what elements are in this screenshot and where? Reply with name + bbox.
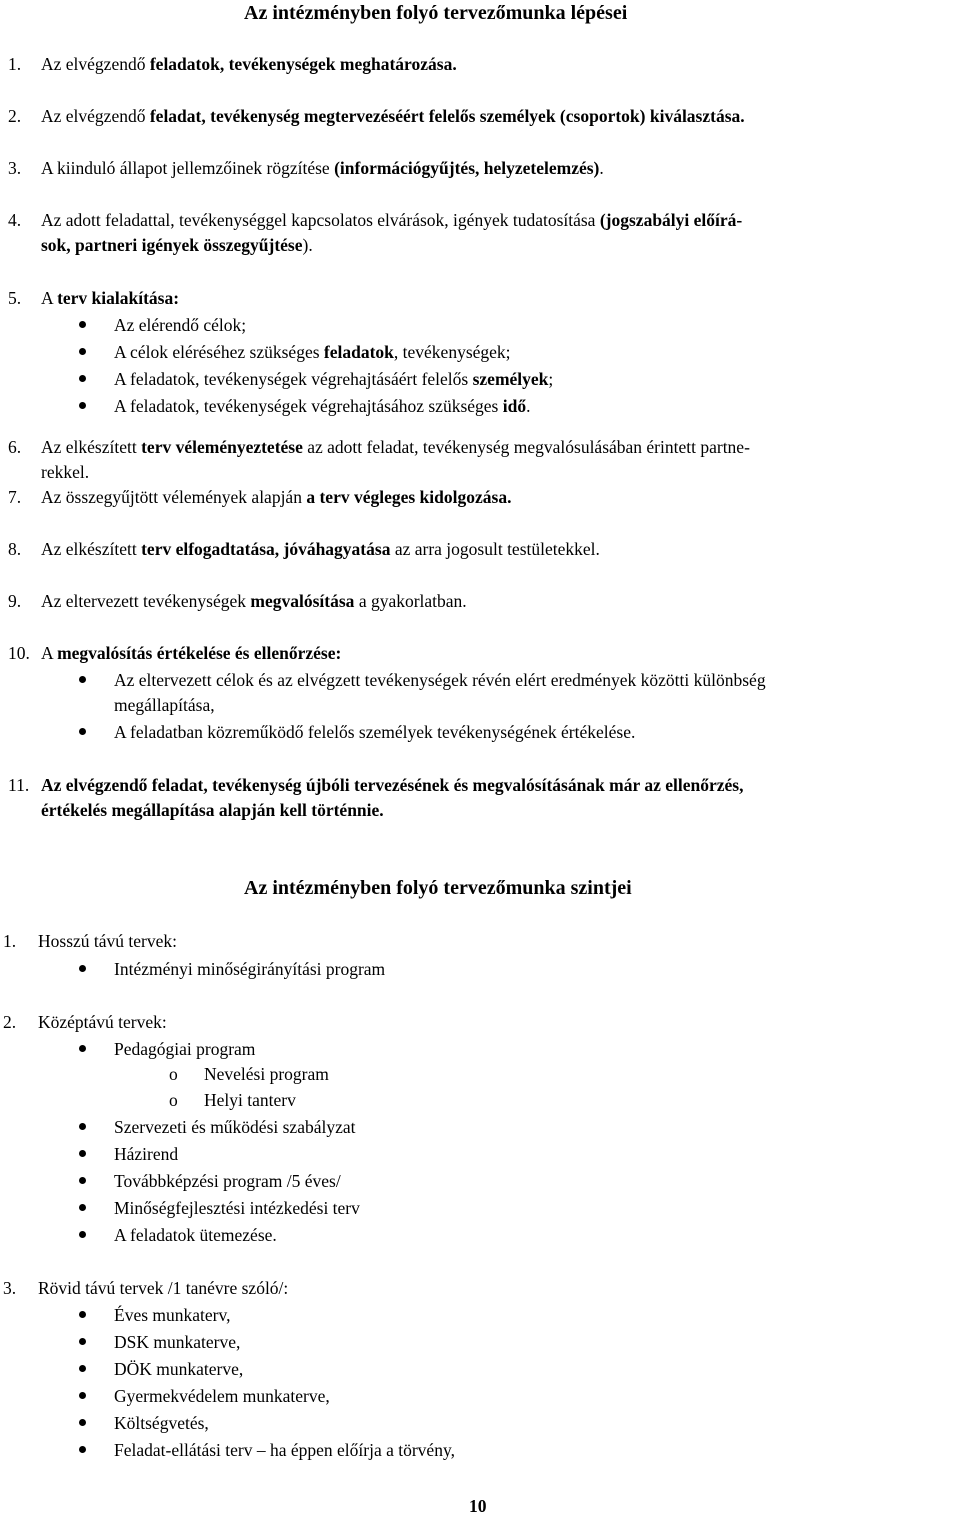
list-item: A feladatok, tevékenységek végrehajtásáért felelős személyek;: [114, 369, 554, 389]
step-number: 2.: [8, 106, 22, 126]
step-number: 1.: [8, 54, 22, 74]
bullet-dot: [79, 1045, 86, 1052]
page-number: 10: [469, 1496, 487, 1516]
list-item: Pedagógiai program: [114, 1039, 256, 1059]
list-item: Intézményi minőségirányítási program: [114, 959, 386, 979]
list-item: Gyermekvédelem munkaterve,: [114, 1386, 330, 1406]
bullet-dot: [79, 965, 86, 972]
list-item: Az elérendő célok;: [114, 315, 247, 335]
step-text-line1: Az elvégzendő feladat, tevékenység újbóli tervezésének és megvalósításának már az ellenőrzés,: [41, 775, 744, 795]
step-number: 8.: [8, 539, 22, 559]
bullet-dot: [79, 348, 86, 355]
bullet-dot: [79, 375, 86, 382]
list-item: Feladat-ellátási terv – ha éppen előírja a törvény,: [114, 1440, 455, 1460]
bullet-dot: [79, 1338, 86, 1345]
group-title: Rövid távú tervek /1 tanévre szóló/:: [38, 1278, 289, 1298]
step-text-line1: Az elkészített terv véleményeztetése az adott feladat, tevékenység megvalósulásában érintett partne-: [41, 437, 750, 457]
step-text: Az elvégzendő feladatok, tevékenységek meghatározása.: [41, 54, 457, 74]
bullet-dot: [79, 402, 86, 409]
step-number: 6.: [8, 437, 22, 457]
step-number: 5.: [8, 288, 22, 308]
bullet-dot: [79, 1446, 86, 1453]
sub-list-item: Helyi tanterv: [204, 1090, 296, 1110]
list-item: DSK munkaterve,: [114, 1332, 241, 1352]
step-number: 3.: [8, 158, 22, 178]
step-text: A terv kialakítása:: [41, 288, 180, 308]
bullet-dot: [79, 1419, 86, 1426]
step-number: 11.: [8, 775, 30, 795]
list-item-line2: megállapítása,: [114, 695, 215, 715]
bullet-dot: [79, 1123, 86, 1130]
group-title: Középtávú tervek:: [38, 1012, 167, 1032]
list-item: Éves munkaterv,: [114, 1305, 231, 1325]
bullet-dot: [79, 1177, 86, 1184]
list-item: A feladatok ütemezése.: [114, 1225, 277, 1245]
sub-bullet: o: [169, 1064, 178, 1084]
list-item: A célok eléréséhez szükséges feladatok, tevékenységek;: [114, 342, 511, 362]
step-number: 9.: [8, 591, 22, 611]
step-number: 7.: [8, 487, 22, 507]
list-item: Továbbképzési program /5 éves/: [114, 1171, 341, 1191]
list-item: Minőségfejlesztési intézkedési terv: [114, 1198, 360, 1218]
list-item: A feladatok, tevékenységek végrehajtásához szükséges idő.: [114, 396, 531, 416]
bullet-dot: [79, 321, 86, 328]
bullet-dot: [79, 1392, 86, 1399]
group-number: 2.: [3, 1012, 17, 1032]
section-heading-steps: Az intézményben folyó tervezőmunka lépései: [244, 2, 628, 24]
bullet-dot: [79, 1231, 86, 1238]
step-number: 4.: [8, 210, 22, 230]
bullet-dot: [79, 728, 86, 735]
step-text: Az elkészített terv elfogadtatása, jóváhagyatása az arra jogosult testületekkel.: [41, 539, 600, 559]
step-text: Az eltervezett tevékenységek megvalósítása a gyakorlatban.: [41, 591, 467, 611]
bullet-dot: [79, 1311, 86, 1318]
step-text-line2: sok, partneri igények összegyűjtése).: [41, 235, 313, 255]
step-text: Az összegyűjtött vélemények alapján a terv végleges kidolgozása.: [41, 487, 512, 507]
list-item: A feladatban közreműködő felelős személyek tevékenységének értékelése.: [114, 722, 636, 742]
group-number: 3.: [3, 1278, 17, 1298]
list-item: Költségvetés,: [114, 1413, 209, 1433]
group-title: Hosszú távú tervek:: [38, 931, 177, 951]
step-number: 10.: [8, 643, 30, 663]
bullet-dot: [79, 1365, 86, 1372]
step-text: A megvalósítás értékelése és ellenőrzése:: [41, 643, 342, 663]
sub-list-item: Nevelési program: [204, 1064, 329, 1084]
bullet-dot: [79, 1150, 86, 1157]
step-text-line2: rekkel.: [41, 462, 90, 482]
step-text-line2: értékelés megállapítása alapján kell történnie.: [41, 800, 384, 820]
list-item: DÖK munkaterve,: [114, 1359, 244, 1379]
list-item: Szervezeti és működési szabályzat: [114, 1117, 356, 1137]
bullet-dot: [79, 676, 86, 683]
group-number: 1.: [3, 931, 17, 951]
section-heading-levels: Az intézményben folyó tervezőmunka szintjei: [244, 877, 632, 899]
sub-bullet: o: [169, 1090, 178, 1110]
list-item-line1: Az eltervezett célok és az elvégzett tevékenységek révén elért eredmények közötti különbség: [114, 670, 766, 690]
list-item: Házirend: [114, 1144, 179, 1164]
step-text: Az elvégzendő feladat, tevékenység megtervezéséért felelős személyek (csoportok) kiválasztása.: [41, 106, 745, 126]
step-text: A kiinduló állapot jellemzőinek rögzítése (információgyűjtés, helyzetelemzés).: [41, 158, 604, 178]
bullet-dot: [79, 1204, 86, 1211]
step-text-line1: Az adott feladattal, tevékenységgel kapcsolatos elvárások, igények tudatosítása (jogszabályi előírá-: [41, 210, 743, 230]
